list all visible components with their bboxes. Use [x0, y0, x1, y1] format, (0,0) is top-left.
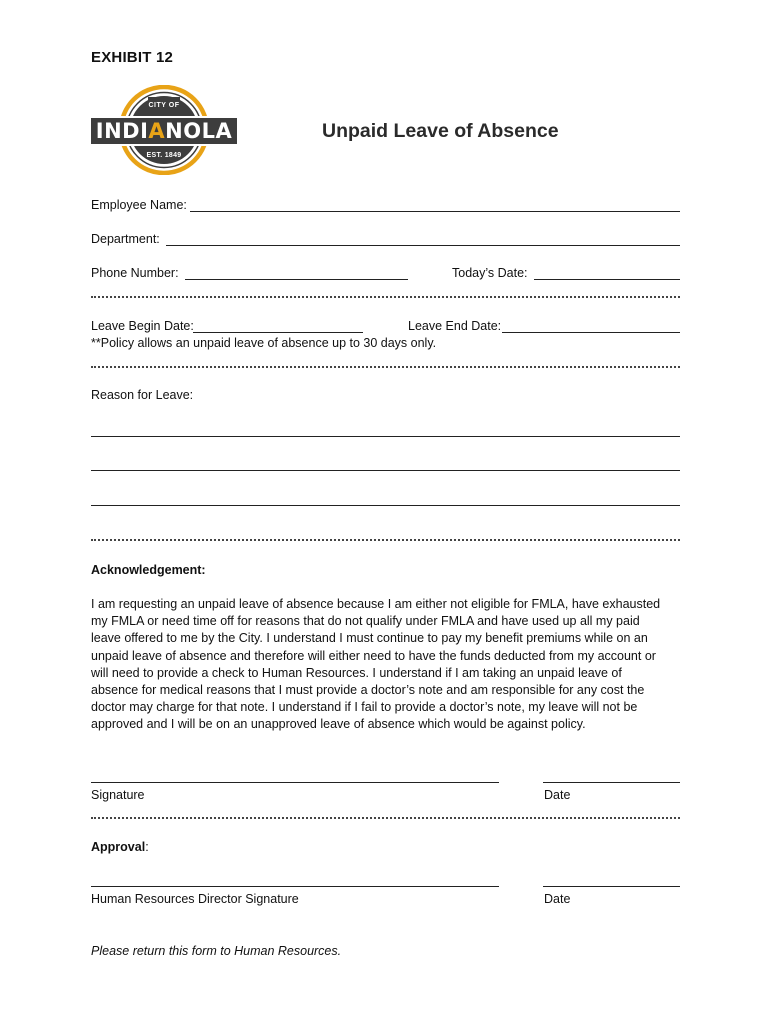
signature-date-label: Date [544, 788, 571, 802]
acknowledgement-line: doctor may charge for that note. I understand if I fail to provide a doctor’s note, my leave will not be [91, 700, 638, 715]
section-divider [91, 539, 680, 541]
logo-top-text: CITY OF [148, 102, 180, 109]
acknowledgement-line: I am requesting an unpaid leave of absence because I am either not eligible for FMLA, have exhausted [91, 597, 661, 611]
reason-line-1[interactable] [91, 436, 680, 437]
acknowledgement-heading: Acknowledgement: [91, 563, 206, 577]
leave-end-field[interactable] [502, 332, 680, 333]
department-field[interactable] [166, 245, 680, 246]
acknowledgement-line: unpaid leave of absence and therefore will either need to have the funds deducted from my account or [91, 648, 656, 663]
hr-signature-field[interactable] [91, 886, 499, 887]
leave-begin-label: Leave Begin Date: [91, 319, 194, 333]
reason-line-3[interactable] [91, 505, 680, 506]
acknowledgement-line: my FMLA or need time off for reasons that do not qualify under FMLA and have used up all my paid [91, 614, 640, 629]
reason-line-2[interactable] [91, 470, 680, 471]
section-divider [91, 817, 680, 819]
acknowledgement-text [91, 596, 691, 734]
signature-label: Signature [91, 788, 145, 802]
logo-bottom-text: EST. 1849 [146, 152, 182, 159]
section-divider [91, 366, 680, 368]
leave-end-label: Leave End Date: [408, 319, 502, 333]
employee-signature-field[interactable] [91, 782, 499, 783]
reason-label: Reason for Leave: [91, 388, 194, 402]
acknowledgement-line: approved and I will be on an unapproved leave of absence which would be against policy. [91, 717, 586, 732]
department-label: Department: [91, 232, 160, 246]
approval-colon: : [145, 840, 149, 854]
employee-name-field[interactable] [190, 211, 680, 212]
hr-date-label: Date [544, 892, 571, 906]
city-logo [88, 85, 240, 175]
logo-name-part1: INDI [95, 119, 149, 143]
todays-date-label: Today’s Date: [452, 266, 528, 280]
logo-name-accent: A [148, 119, 166, 143]
logo-name [90, 118, 238, 144]
logo-name-part3: NOLA [165, 119, 233, 143]
policy-note: **Policy allows an unpaid leave of absence up to 30 days only. [91, 336, 437, 350]
hr-date-field[interactable] [543, 886, 680, 887]
return-instructions: Please return this form to Human Resources. [91, 944, 342, 958]
phone-number-label: Phone Number: [91, 266, 179, 280]
employee-date-field[interactable] [543, 782, 680, 783]
acknowledgement-line: absence for medical reasons that I must provide a doctor’s note and am responsible for any cost the [91, 683, 645, 698]
section-divider [91, 296, 680, 298]
approval-heading-text: Approval [91, 840, 146, 854]
todays-date-field[interactable] [534, 279, 680, 280]
hr-signature-label: Human Resources Director Signature [91, 892, 299, 906]
form-title: Unpaid Leave of Absence [322, 120, 559, 142]
employee-name-label: Employee Name: [91, 198, 187, 212]
acknowledgement-line: will need to provide a check to Human Resources. I understand if I am taking an unpaid leave of [91, 665, 622, 680]
acknowledgement-line: leave offered to me by the City. I understand I must continue to pay my benefit premiums while on an [91, 631, 648, 646]
approval-heading [91, 840, 149, 855]
phone-number-field[interactable] [185, 279, 408, 280]
leave-begin-field[interactable] [193, 332, 363, 333]
exhibit-label: EXHIBIT 12 [91, 49, 174, 66]
